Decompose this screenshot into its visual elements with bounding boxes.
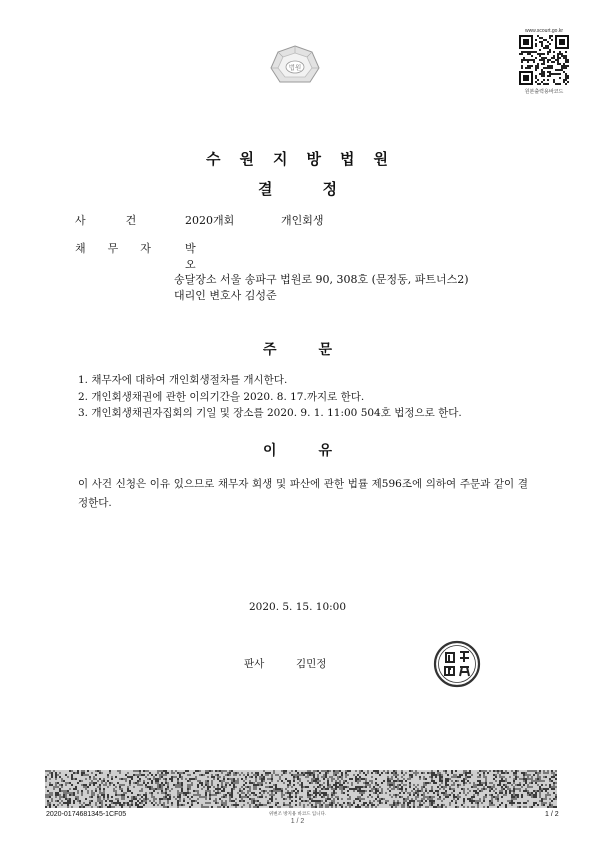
emblem-label: 법원 (288, 63, 302, 72)
qr-url: www.scourt.go.kr (524, 28, 564, 34)
judge-seal-stamp-icon (432, 639, 482, 689)
debtor-name-line2: 오 (185, 258, 196, 271)
security-pattern (45, 770, 557, 808)
court-name: 수원지방법원 (206, 150, 407, 168)
court-emblem-icon (268, 44, 322, 88)
page-number: 1 / 2 (545, 811, 559, 818)
attorney: 대리인 변호사 김성준 (174, 289, 277, 302)
service-address: 송달장소 서울 송파구 법원로 90, 308호 (문정동, 파트너스2) (174, 273, 469, 286)
judge-name: 김민정 (296, 658, 327, 670)
debtor-label: 채무자 (75, 242, 173, 255)
judge-label: 판사 (244, 658, 265, 670)
case-label: 사건 (75, 214, 177, 227)
order-item: 3. 개인회생채권자집회의 기일 및 장소를 2020. 9. 1. 11:00 504호 법정으로 한다. (78, 407, 462, 419)
order-item: 1. 채무자에 대하여 개인회생절차를 개시한다. (78, 374, 288, 386)
document-number: 2020-0174681345-1CF05 (46, 811, 127, 818)
document-type: 결정 (258, 180, 387, 198)
debtor-name-line1: 박 (185, 242, 196, 255)
order-heading: 주문 (262, 342, 375, 358)
footer-note: 위변조 방지용 바코드 입니다. (268, 811, 327, 816)
reason-text: 이 사건 신청은 이유 있으므로 채무자 회생 및 파산에 관한 법률 제596조에 의하여 주문과 같이 결정한다. (78, 478, 528, 509)
case-number: 2020개회 (185, 214, 235, 227)
qr-code-icon (519, 35, 569, 85)
reason-heading: 이유 (262, 443, 375, 459)
page-number-center: 1 / 2 (290, 818, 305, 825)
decision-date: 2020. 5. 15. 10:00 (248, 601, 347, 613)
order-item: 2. 개인회생채권에 관한 이의기간을 2020. 8. 17.까지로 한다. (78, 391, 365, 403)
case-type: 개인회생 (281, 214, 324, 227)
qr-caption: 원본출력용바코드 (524, 89, 564, 95)
